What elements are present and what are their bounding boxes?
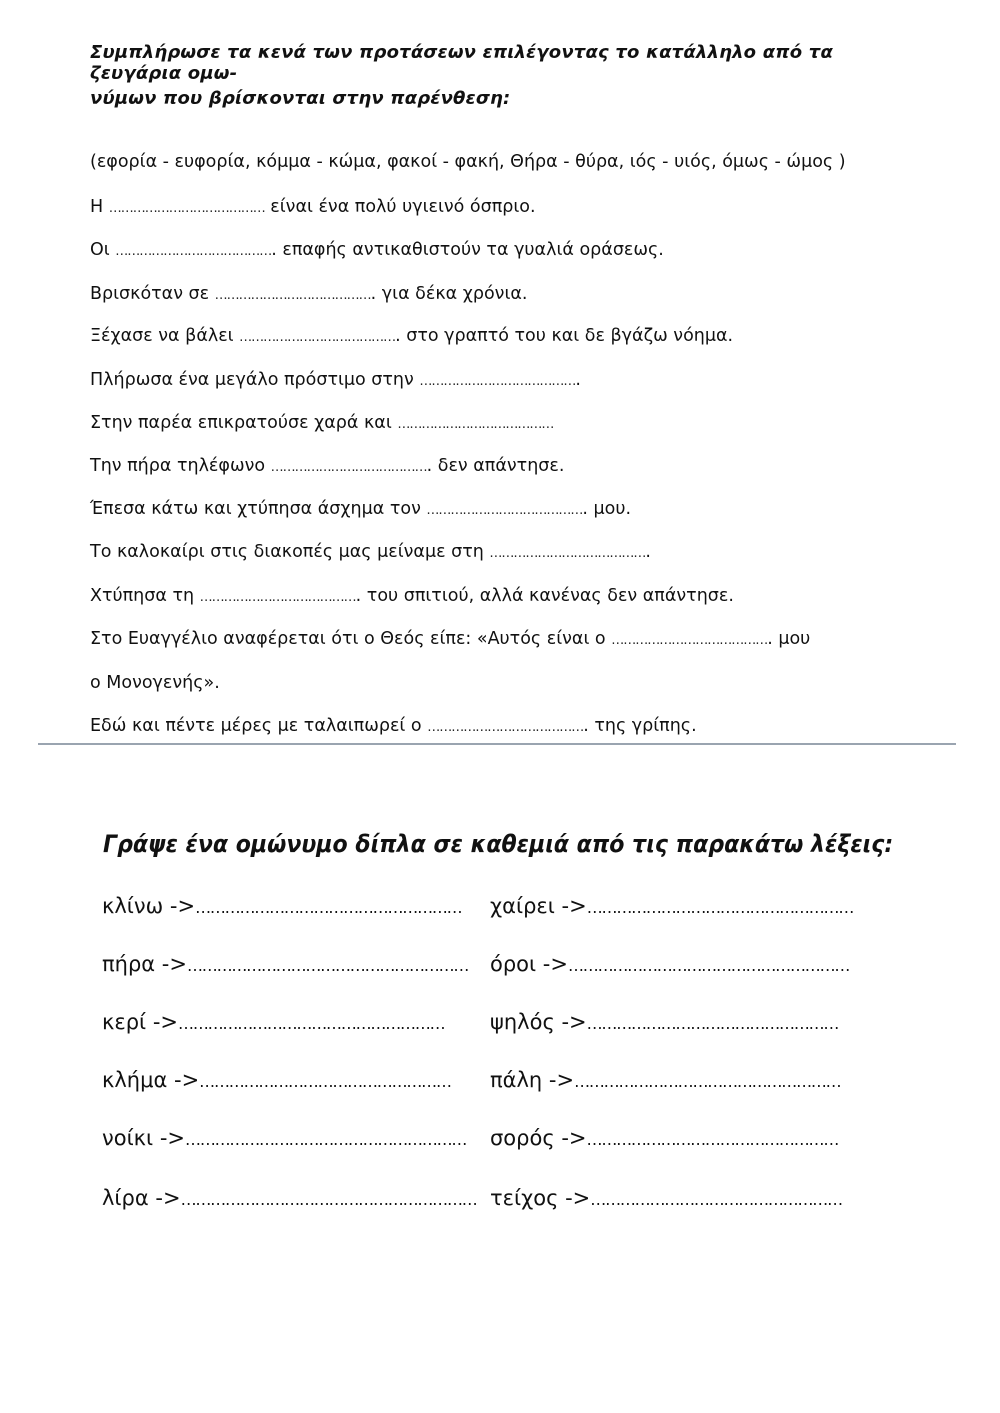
- sentence-line: [90, 284, 527, 304]
- homonym-word: τείχος ->: [490, 1186, 591, 1210]
- fill-in-blank[interactable]: …………………………………: [270, 460, 427, 475]
- exercise1-instruction-line2: νύμων που βρίσκονται στην παρένθεση:: [90, 88, 511, 109]
- sentence-text-before: ο Μονογενής».: [90, 673, 220, 693]
- homonym-word: σορός ->: [490, 1126, 587, 1150]
- homonym-item-right: [490, 1126, 838, 1150]
- homonym-word: νοίκι ->: [102, 1126, 186, 1150]
- sentence-text-after: . δεν απάντησε.: [426, 456, 565, 476]
- fill-in-blank[interactable]: …………………………………: [108, 201, 265, 216]
- homonym-item-left: [102, 952, 468, 976]
- homonym-answer-blank[interactable]: ……………………………………………………: [180, 1190, 477, 1209]
- sentence-text-after: . του σπιτιού, αλλά κανένας δεν απάντησε.: [355, 586, 734, 606]
- sentence-line: [90, 413, 553, 433]
- sentence-text-after: . επαφής αντικαθιστούν τα γυαλιά οράσεως.: [271, 240, 664, 260]
- homonym-word: πάλη ->: [490, 1068, 575, 1092]
- homonym-word: ψηλός ->: [490, 1010, 587, 1034]
- homonym-word: κερί ->: [102, 1010, 179, 1034]
- homonym-item-right: [490, 894, 853, 918]
- homonym-item-left: [102, 1068, 451, 1092]
- fill-in-blank[interactable]: …………………………………: [489, 546, 646, 561]
- sentence-text-before: Την πήρα τηλέφωνο: [90, 456, 271, 476]
- homonym-answer-blank[interactable]: …………………………………………………: [185, 1130, 467, 1149]
- fill-in-blank[interactable]: …………………………………: [239, 330, 396, 345]
- sentence-text-after: . για δέκα χρόνια.: [370, 284, 528, 304]
- fill-in-blank[interactable]: …………………………………: [419, 374, 576, 389]
- homonym-item-left: [102, 1010, 444, 1034]
- homonym-answer-blank[interactable]: ………………………………………………: [586, 898, 854, 917]
- section-divider: [38, 743, 956, 745]
- sentence-line: [90, 673, 220, 693]
- sentence-line: [90, 370, 581, 390]
- homonym-item-right: [490, 952, 849, 976]
- sentence-text-before: Η: [90, 197, 109, 217]
- sentence-text-before: Βρισκόταν σε: [90, 284, 215, 304]
- sentence-line: [90, 240, 664, 260]
- homonym-item-left: [102, 1186, 477, 1210]
- sentence-text-after: .: [575, 370, 581, 390]
- exercise2-instruction: Γράψε ένα ομώνυμο δίπλα σε καθεμιά από τις παρακάτω λέξεις:: [103, 830, 894, 858]
- sentence-text-before: Εδώ και πέντε μέρες με ταλαιπωρεί ο: [90, 716, 428, 736]
- homonym-answer-blank[interactable]: …………………………………………………: [186, 956, 469, 975]
- sentence-line: [90, 629, 810, 649]
- sentence-line: [90, 586, 734, 606]
- sentence-text-after: .: [645, 542, 651, 562]
- homonym-item-right: [490, 1010, 838, 1034]
- homonym-word: λίρα ->: [102, 1186, 181, 1210]
- homonym-item-left: [102, 894, 461, 918]
- fill-in-blank[interactable]: …………………………………: [611, 633, 768, 648]
- homonym-word: πήρα ->: [102, 952, 187, 976]
- fill-in-blank[interactable]: …………………………………: [115, 244, 272, 259]
- fill-in-blank[interactable]: …………………………………: [199, 590, 356, 605]
- fill-in-blank[interactable]: …………………………………: [426, 503, 583, 518]
- sentence-text-after: . της γρίπης.: [583, 716, 697, 736]
- homonym-item-right: [490, 1186, 842, 1210]
- homonym-answer-blank[interactable]: ……………………………………………: [586, 1014, 839, 1033]
- fill-in-blank[interactable]: …………………………………: [214, 288, 371, 303]
- sentence-line: [90, 542, 651, 562]
- word-pairs: (εφορία - ευφορία, κόμμα - κώμα, φακοί - φακή, Θήρα - θύρα, ιός - υιός, όμως - ώμος ): [90, 152, 846, 172]
- sentence-line: [90, 326, 733, 346]
- fill-in-blank[interactable]: …………………………………: [427, 720, 584, 735]
- sentence-text-before: Χτύπησα τη: [90, 586, 200, 606]
- sentence-text-before: Πλήρωσα ένα μεγάλο πρόστιμο στην: [90, 370, 420, 390]
- homonym-word: κλίνω ->: [102, 894, 196, 918]
- homonym-word: κλήμα ->: [102, 1068, 200, 1092]
- sentence-text-after: είναι ένα πολύ υγιεινό όσπριο.: [264, 197, 536, 217]
- homonym-item-right: [490, 1068, 840, 1092]
- exercise1-instruction-line1: Συμπλήρωσε τα κενά των προτάσεων επιλέγοντας το κατάλληλο από τα ζευγάρια ομω-: [90, 42, 834, 84]
- homonym-answer-blank[interactable]: ………………………………………………: [574, 1072, 841, 1091]
- sentence-text-before: Το καλοκαίρι στις διακοπές μας μείναμε στη: [90, 542, 490, 562]
- homonym-answer-blank[interactable]: …………………………………………………: [567, 956, 850, 975]
- sentence-line: [90, 197, 536, 217]
- homonym-answer-blank[interactable]: ………………………………………………: [195, 898, 462, 917]
- sentence-text-before: Ξέχασε να βάλει: [90, 326, 240, 346]
- homonym-item-left: [102, 1126, 466, 1150]
- sentence-text-after: . μου: [767, 629, 811, 649]
- sentence-line: [90, 456, 564, 476]
- sentence-text-after: . στο γραπτό του και δε βγάζω νόημα.: [395, 326, 734, 346]
- homonym-answer-blank[interactable]: ……………………………………………: [199, 1072, 451, 1091]
- homonym-answer-blank[interactable]: ………………………………………………: [178, 1014, 445, 1033]
- sentence-text-before: Οι: [90, 240, 116, 260]
- sentence-line: [90, 716, 697, 736]
- sentence-text-before: Στην παρέα επικρατούσε χαρά και: [90, 413, 398, 433]
- sentence-text-before: Έπεσα κάτω και χτύπησα άσχημα τον: [90, 499, 427, 519]
- homonym-word: όροι ->: [490, 952, 568, 976]
- fill-in-blank[interactable]: …………………………………: [397, 417, 554, 432]
- sentence-text-before: Στο Ευαγγέλιο αναφέρεται ότι ο Θεός είπε: «Αυτός είναι ο: [90, 629, 612, 649]
- homonym-answer-blank[interactable]: ……………………………………………: [586, 1130, 839, 1149]
- homonym-word: χαίρει ->: [490, 894, 587, 918]
- homonym-answer-blank[interactable]: ……………………………………………: [590, 1190, 842, 1209]
- sentence-text-after: . μου.: [582, 499, 632, 519]
- sentence-line: [90, 499, 631, 519]
